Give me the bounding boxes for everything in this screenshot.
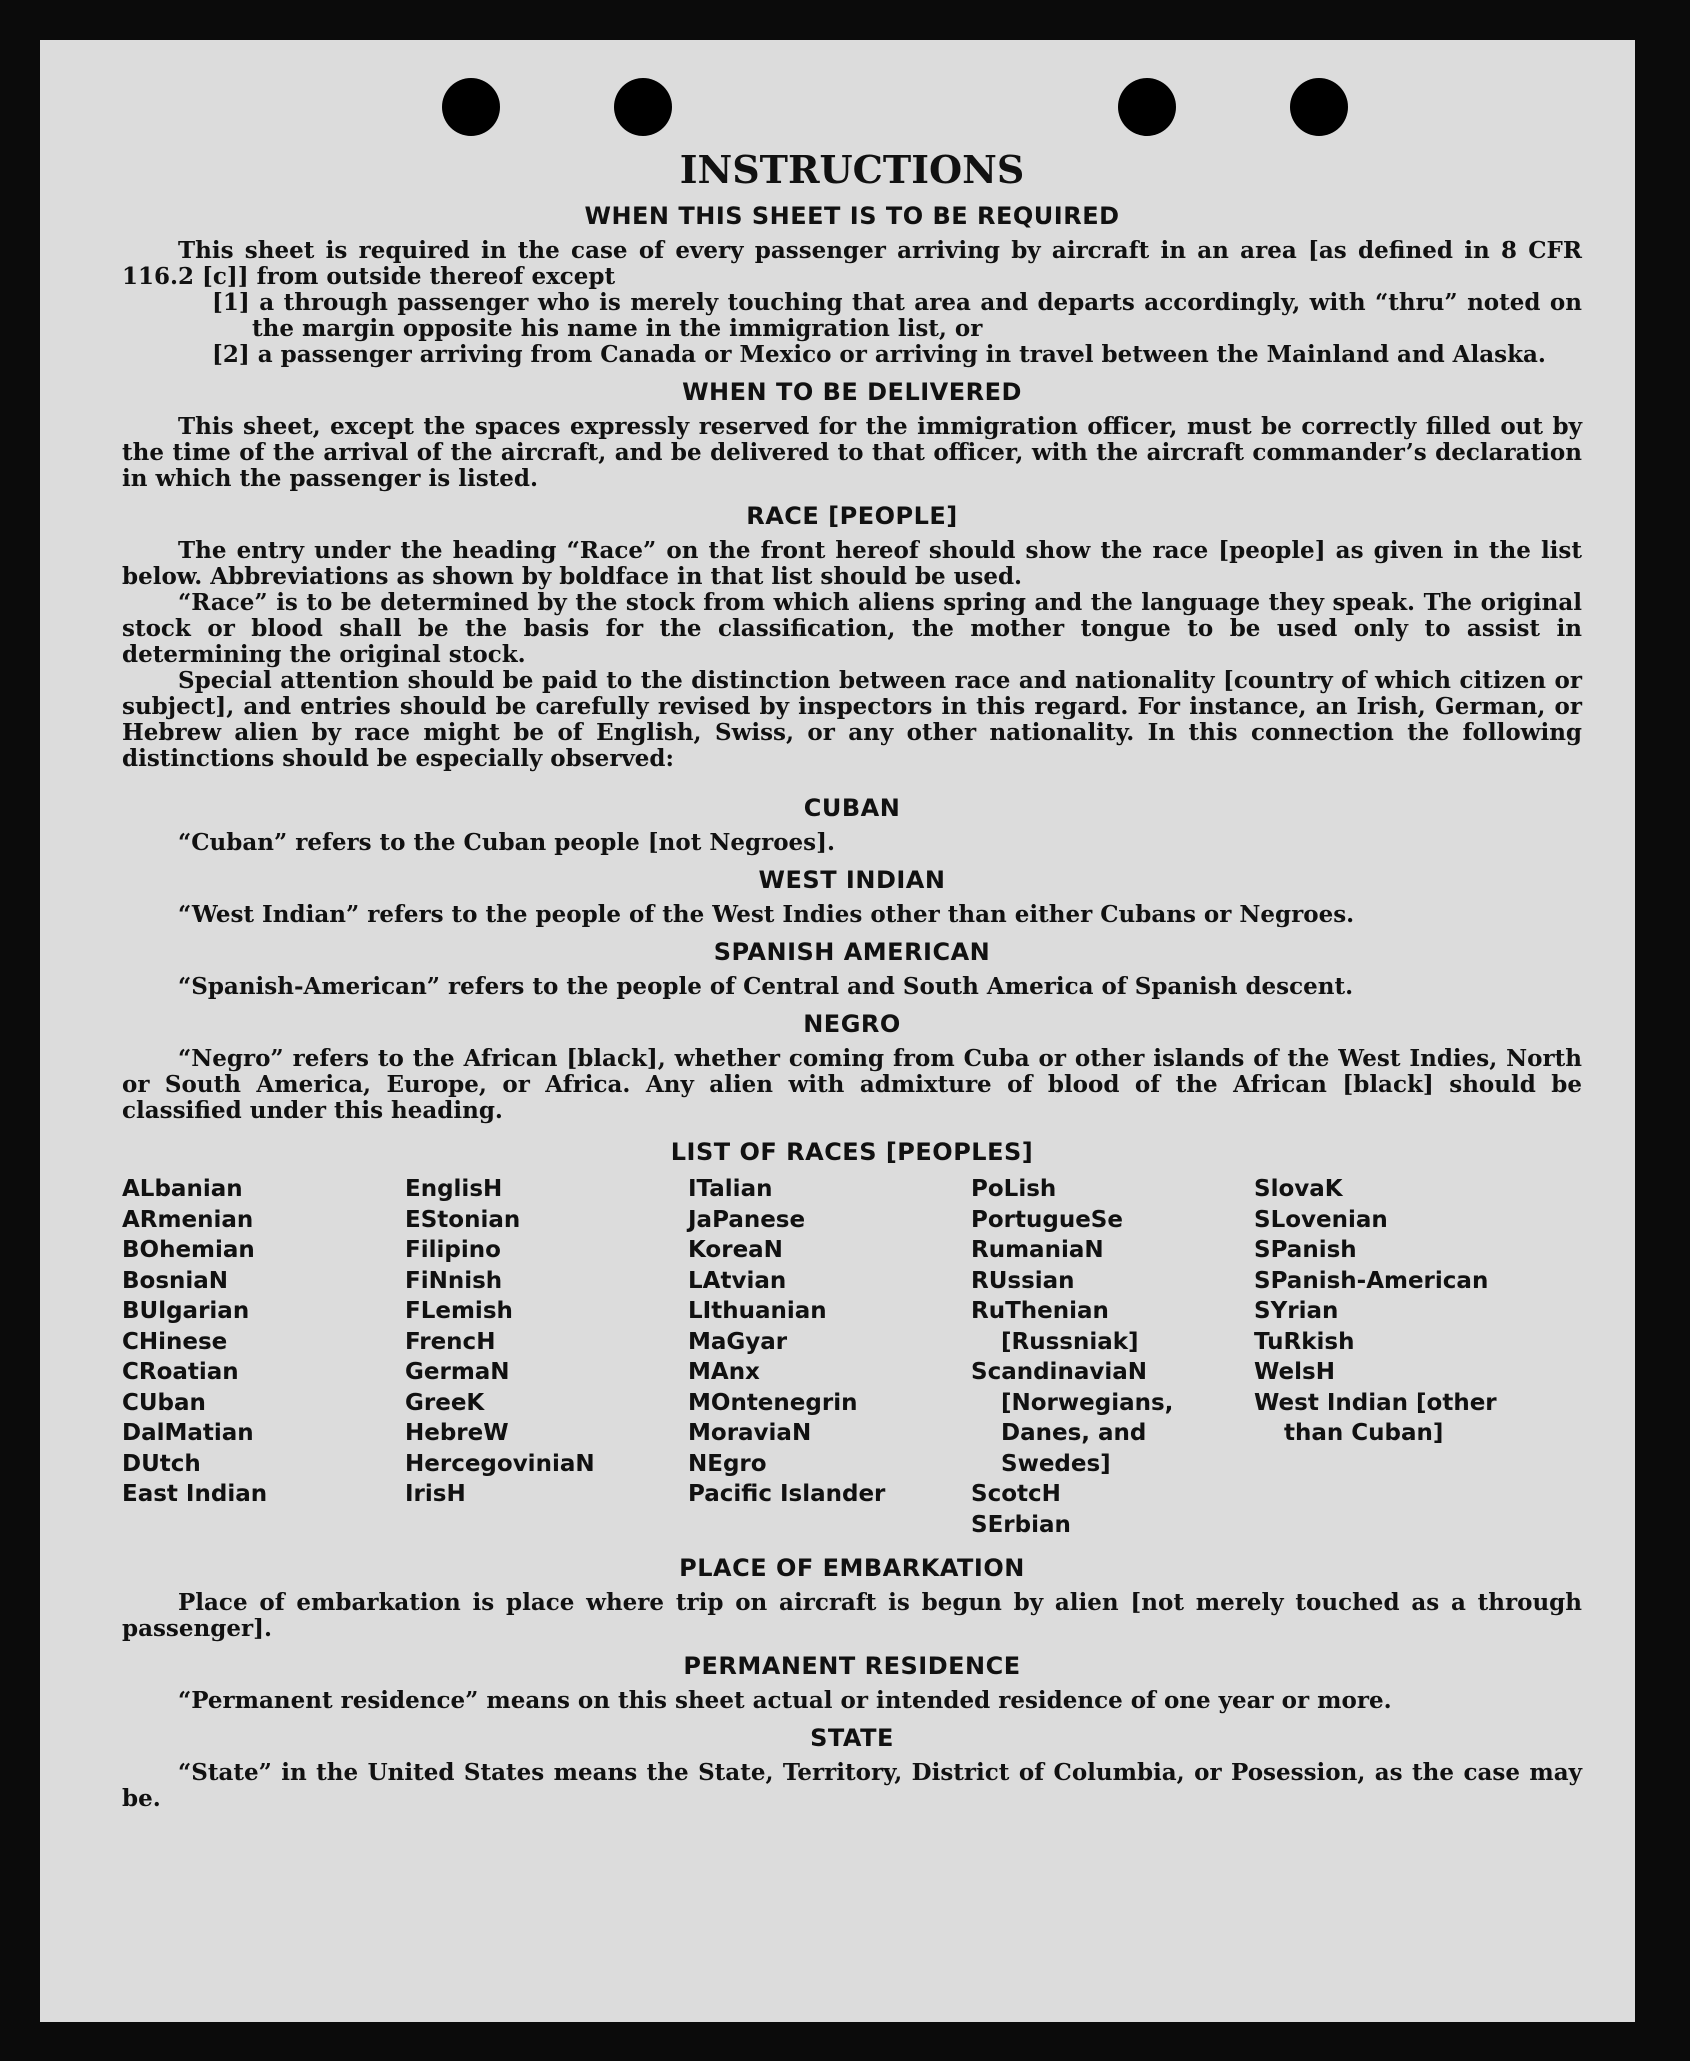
races-column-5	[1254, 1174, 1537, 1540]
cuban-text: “Cuban” refers to the Cuban people [not Negroes].	[178, 829, 836, 856]
race-item: SlovaK	[1254, 1176, 1343, 1202]
permanent-residence-text: “Permanent residence” means on this sheet actual or intended residence of one year or more.	[178, 1687, 1392, 1714]
race-item: GreeK	[405, 1389, 485, 1416]
race-item: CUban	[122, 1389, 206, 1416]
races-column-1	[122, 1174, 405, 1540]
race-item: SPanish	[1254, 1237, 1357, 1263]
punch-hole	[614, 78, 672, 136]
race-item: RumaniaN	[971, 1237, 1104, 1263]
race-item: West Indian [other than Cuban]	[1254, 1389, 1497, 1446]
race-item: WelsH	[1254, 1359, 1335, 1385]
race-item: FLemish	[405, 1298, 513, 1324]
race-item: IrisH	[405, 1481, 466, 1507]
race-paragraph-2: “Race” is to be determined by the stock from which aliens spring and the language they speak. The original stock or blood shall be the basis for the classification, the mother tongue to be used only to assist in determining the original stock.	[122, 589, 1582, 668]
when-required-item-2: [2] a passenger arriving from Canada or Mexico or arriving in travel between the Mainland and Alaska.	[212, 341, 1546, 368]
race-item: ScotcH	[971, 1481, 1061, 1507]
race-item: ALbanian	[122, 1176, 243, 1202]
race-item: LIthuanian	[688, 1298, 827, 1324]
race-item: HebreW	[405, 1420, 509, 1446]
heading-embarkation: PLACE OF EMBARKATION	[679, 1554, 1025, 1582]
race-item: KoreaN	[688, 1237, 783, 1263]
race-item: GermaN	[405, 1359, 510, 1385]
race-item: SLovenian	[1254, 1206, 1388, 1233]
race-item: EnglisH	[405, 1176, 503, 1202]
instructions-content	[122, 148, 1582, 1812]
race-item: SPanish-American	[1254, 1267, 1489, 1294]
race-item: ScandinaviaN [Norwegians, Danes, and Swedes]	[971, 1359, 1174, 1477]
races-list	[122, 1174, 1582, 1540]
spanish-american-text: “Spanish-American” refers to the people of Central and South America of Spanish descent.	[178, 973, 1354, 1000]
race-item: PortugueSe	[971, 1206, 1123, 1233]
heading-when-required: WHEN THIS SHEET IS TO BE REQUIRED	[584, 202, 1120, 230]
race-item: LAtvian	[688, 1267, 787, 1294]
race-item: ITalian	[688, 1176, 773, 1202]
embarkation-text: Place of embarkation is place where trip on aircraft is begun by alien [not merely touched as a through passenger].	[122, 1589, 1582, 1642]
punch-hole	[1290, 78, 1348, 136]
document-page	[40, 40, 1635, 2022]
heading-list-of-races: LIST OF RACES [PEOPLES]	[670, 1138, 1034, 1166]
when-required-item-1: [1] a through passenger who is merely touching that area and departs accordingly, with “thru” noted on the margin opposite his name in the immigration list, or	[212, 289, 1582, 342]
punch-hole	[1118, 78, 1176, 136]
race-item: BOhemian	[122, 1237, 255, 1263]
race-item: ARmenian	[122, 1206, 254, 1233]
race-item: TuRkish	[1254, 1328, 1355, 1355]
heading-race: RACE [PEOPLE]	[746, 502, 958, 530]
state-text: “State” in the United States means the State, Territory, District of Columbia, or Posession, as the case may be.	[122, 1759, 1582, 1812]
race-item: BUlgarian	[122, 1298, 250, 1324]
race-item: Filipino	[405, 1237, 501, 1263]
races-column-4	[971, 1174, 1254, 1540]
heading-permanent-residence: PERMANENT RESIDENCE	[683, 1652, 1021, 1680]
race-item: DUtch	[122, 1450, 201, 1477]
race-item: FiNnish	[405, 1267, 503, 1294]
race-item: CRoatian	[122, 1359, 239, 1385]
negro-text: “Negro” refers to the African [black], whether coming from Cuba or other islands of the West Indies, North or South America, Europe, or Africa. Any alien with admixture of blood of the African [black] should be classified under this heading.	[122, 1045, 1582, 1124]
when-delivered-text: This sheet, except the spaces expressly reserved for the immigration officer, must be correctly filled out by the time of the arrival of the aircraft, and be delivered to that officer, with the aircraft commander’s declaration in which the passenger is listed.	[122, 413, 1582, 492]
heading-cuban: CUBAN	[803, 794, 901, 822]
race-item: DalMatian	[122, 1420, 254, 1446]
race-item: Pacific Islander	[688, 1481, 886, 1507]
race-item: PoLish	[971, 1176, 1057, 1202]
west-indian-text: “West Indian” refers to the people of the West Indies other than either Cubans or Negroes.	[178, 901, 1355, 928]
heading-when-delivered: WHEN TO BE DELIVERED	[682, 378, 1022, 406]
race-item: EStonian	[405, 1206, 521, 1233]
race-item: CHinese	[122, 1328, 228, 1355]
race-item: SErbian	[971, 1511, 1071, 1538]
punch-hole	[442, 78, 500, 136]
race-item: FrencH	[405, 1328, 496, 1355]
races-column-2	[405, 1174, 688, 1540]
heading-state: STATE	[810, 1724, 894, 1752]
races-column-3	[688, 1174, 971, 1540]
heading-spanish-american: SPANISH AMERICAN	[713, 938, 991, 966]
race-item: RuThenian [Russniak]	[971, 1298, 1139, 1355]
heading-negro: NEGRO	[803, 1010, 901, 1038]
race-item: BosniaN	[122, 1267, 229, 1294]
race-item: MAnx	[688, 1359, 760, 1385]
race-item: NEgro	[688, 1450, 767, 1477]
race-item: East Indian	[122, 1481, 268, 1507]
race-item: MaGyar	[688, 1328, 788, 1355]
race-paragraph-1: The entry under the heading “Race” on the front hereof should show the race [people] as given in the list below. Abbreviations as shown by boldface in that list should be used.	[122, 537, 1582, 590]
race-item: JaPanese	[688, 1206, 806, 1233]
when-required-intro: This sheet is required in the case of every passenger arriving by aircraft in an area [as defined in 8 CFR 116.2 [c]] from outside thereof except	[122, 237, 1582, 290]
heading-west-indian: WEST INDIAN	[758, 866, 946, 894]
race-item: MOntenegrin	[688, 1389, 858, 1416]
race-item: SYrian	[1254, 1298, 1339, 1324]
race-item: MoraviaN	[688, 1420, 812, 1446]
race-item: RUssian	[971, 1267, 1075, 1294]
race-paragraph-3: Special attention should be paid to the distinction between race and nationality [country of which citizen or subject], and entries should be carefully revised by inspectors in this regard. For instance, an Irish, German, or Hebrew alien by race might be of English, Swiss, or any other nationality. In this connection the following distinctions should be especially observed:	[122, 667, 1582, 772]
race-item: HercegoviniaN	[405, 1450, 595, 1477]
page-title: INSTRUCTIONS	[679, 147, 1025, 192]
